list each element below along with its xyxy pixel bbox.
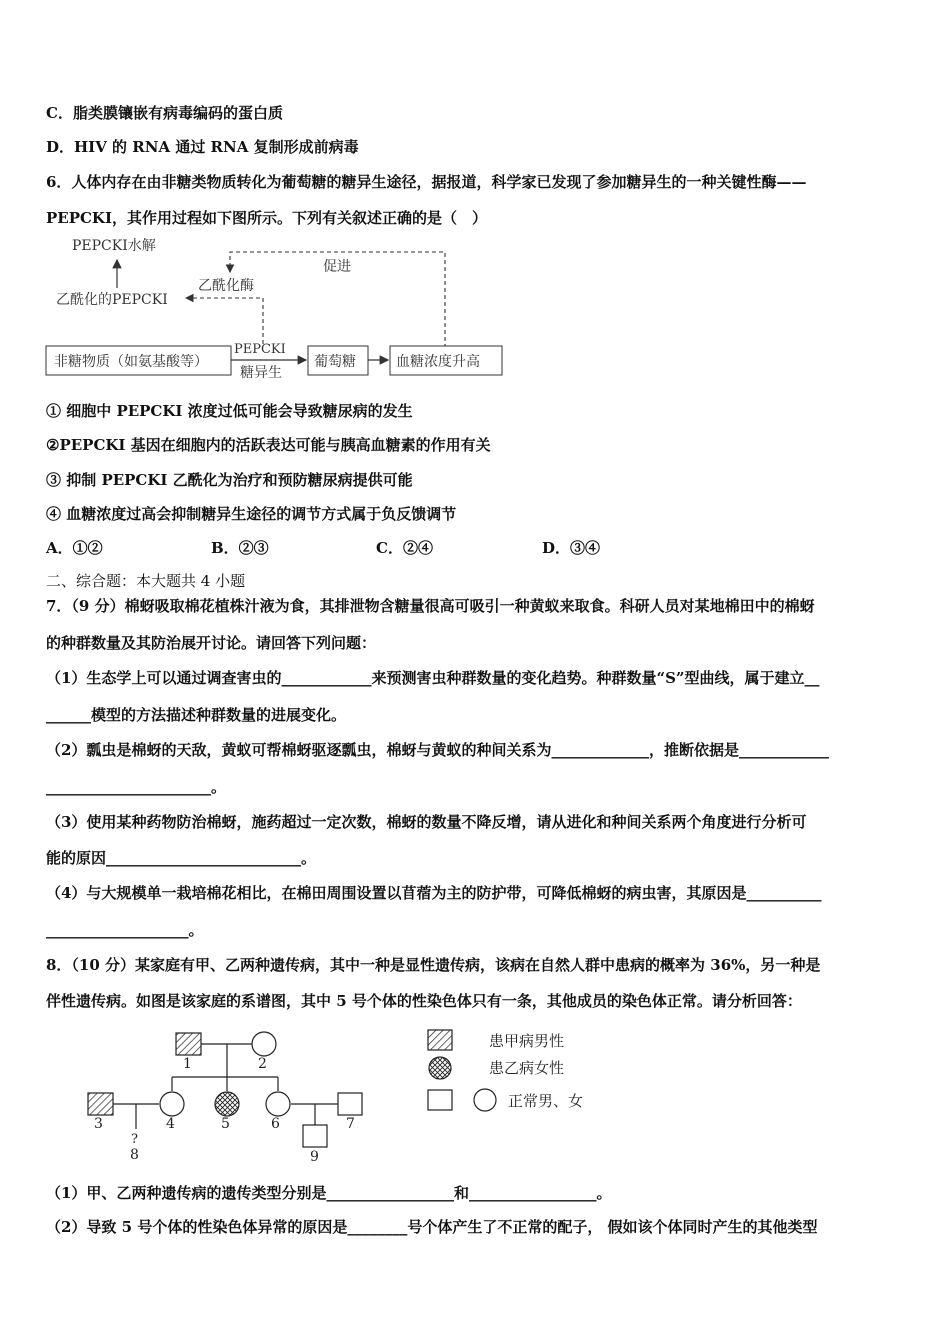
section-2-heading: 二、综合题：本大题共 4 小题 [46,572,246,590]
label-glucose: 葡萄糖 [314,354,356,370]
question-7-line-1: 7．（9 分）棉蚜吸取棉花植株汁液为食，其排泄物含糖量很高可吸引一种黄蚁来取食。科研人员对某地棉田中的棉蚜 [46,597,815,615]
question-8-line-2: 伴性遗传病。如图是该家庭的系谱图，其中 5 号个体的性染色体只有一条，其他成员的染色体正常。请分析回答： [46,992,802,1010]
q7-part-1-a: （1）生态学上可以通过调查害虫的____________来预测害虫种群数量的变化趋势。种群数量“S”型曲线，属于建立__ [46,669,820,687]
legend-normal-label: 正常男、女 [508,1092,584,1110]
pepcki-pathway-diagram [40,232,510,384]
statement-3: ③ 抑制 PEPCKI 乙酰化为治疗和预防糖尿病提供可能 [46,471,413,489]
legend-normal-male-symbol [428,1090,452,1110]
q7-part-1-b: ______模型的方法描述种群数量的进展变化。 [46,706,347,724]
label-promote: 促进 [323,259,351,275]
individual-7-normal-male [338,1093,362,1115]
individual-2-normal-female [252,1032,276,1056]
q8-part-2: （2）导致 5 号个体的性染色体异常的原因是________号个体产生了不正常的配子， 假如该个体同时产生的其他类型 [46,1218,818,1236]
pedigree-chart [80,1025,620,1170]
q6-option-d: D．③④ [542,539,601,557]
legend-male-a-label: 患甲病男性 [489,1032,565,1050]
individual-3-affected-male-a [88,1093,113,1115]
label-blood-sugar-rise: 血糖浓度升高 [396,354,480,370]
q8-part-1: （1）甲、乙两种遗传病的遗传类型分别是_________________和_________________。 [46,1184,612,1202]
individual-5-affected-female-b [215,1092,239,1116]
question-8-line-1: 8．（10 分）某家庭有甲、乙两种遗传病，其中一种是显性遗传病，该病在自然人群中患病的概率为 36%，另一种是 [46,956,821,974]
q6-option-c: C．②④ [376,539,433,557]
label-acetylase: 乙酰化酶 [198,278,254,294]
individual-9-normal-male [303,1125,327,1147]
option-c: C．脂类膜镶嵌有病毒编码的蛋白质 [46,104,283,122]
q7-part-3-b: 能的原因__________________________。 [46,849,317,867]
q7-part-2-a: （2）瓢虫是棉蚜的天敌，黄蚁可帮棉蚜驱逐瓢虫，棉蚜与黄蚁的种间关系为_____________，推断依据是____________ [46,741,829,759]
q7-part-4-b: ___________________。 [46,921,204,939]
legend-normal-female-symbol [474,1089,496,1111]
q7-part-2-b: ______________________。 [46,778,227,796]
label-pepcki: PEPCKI [234,342,286,357]
legend-female-b-label: 患乙病女性 [489,1059,565,1077]
id-8: 8 [130,1147,139,1163]
label-nonsugar: 非糖物质（如氨基酸等） [54,354,208,370]
id-9: 9 [310,1149,319,1165]
id-2: 2 [258,1056,267,1072]
label-pepcki-hydrolysis: PEPCKI水解 [72,238,156,254]
question-7-line-2: 的种群数量及其防治展开讨论。请回答下列问题： [46,634,377,652]
id-4: 4 [166,1116,175,1132]
question-6-line-2: PEPCKI，其作用过程如下图所示。下列有关叙述正确的是（ ） [46,209,487,227]
id-5: 5 [221,1116,230,1132]
statement-2: ②PEPCKI 基因在细胞内的活跃表达可能与胰高血糖素的作用有关 [46,436,491,454]
label-gluconeogenesis: 糖异生 [240,365,282,381]
q6-option-a: A．①② [46,539,103,557]
label-acetylated-pepcki: 乙酰化的PEPCKI [56,292,168,308]
option-d: D．HIV 的 RNA 通过 RNA 复制形成前病毒 [46,138,359,156]
statement-4: ④ 血糖浓度过高会抑制糖异生途径的调节方式属于负反馈调节 [46,505,457,523]
individual-4-normal-female [160,1092,184,1116]
dashed-acetylation-arrow [186,298,263,344]
q6-option-b: B．②③ [211,539,269,557]
unknown-mark: ? [131,1132,138,1147]
q7-part-4-a: （4）与大规模单一栽培棉花相比，在棉田周围设置以苜蓿为主的防护带，可降低棉蚜的病虫害，其原因是__________ [46,884,822,902]
legend-female-b-symbol [429,1057,451,1079]
individual-6-normal-female [266,1092,290,1116]
q7-part-3-a: （3）使用某种药物防治棉蚜，施药超过一定次数，棉蚜的数量不降反增，请从进化和种间关系两个角度进行分析可 [46,813,807,831]
question-6-line-1: 6．人体内存在由非糖类物质转化为葡萄糖的糖异生途径，据报道，科学家已发现了参加糖异生的一种关键性酶—— [46,173,807,191]
legend-male-a-symbol [428,1030,452,1050]
id-6: 6 [271,1116,280,1132]
statement-1: ① 细胞中 PEPCKI 浓度过低可能会导致糖尿病的发生 [46,402,413,420]
id-1: 1 [183,1056,192,1072]
id-7: 7 [346,1116,355,1132]
id-3: 3 [94,1116,103,1132]
individual-1-affected-male-a [176,1033,201,1055]
